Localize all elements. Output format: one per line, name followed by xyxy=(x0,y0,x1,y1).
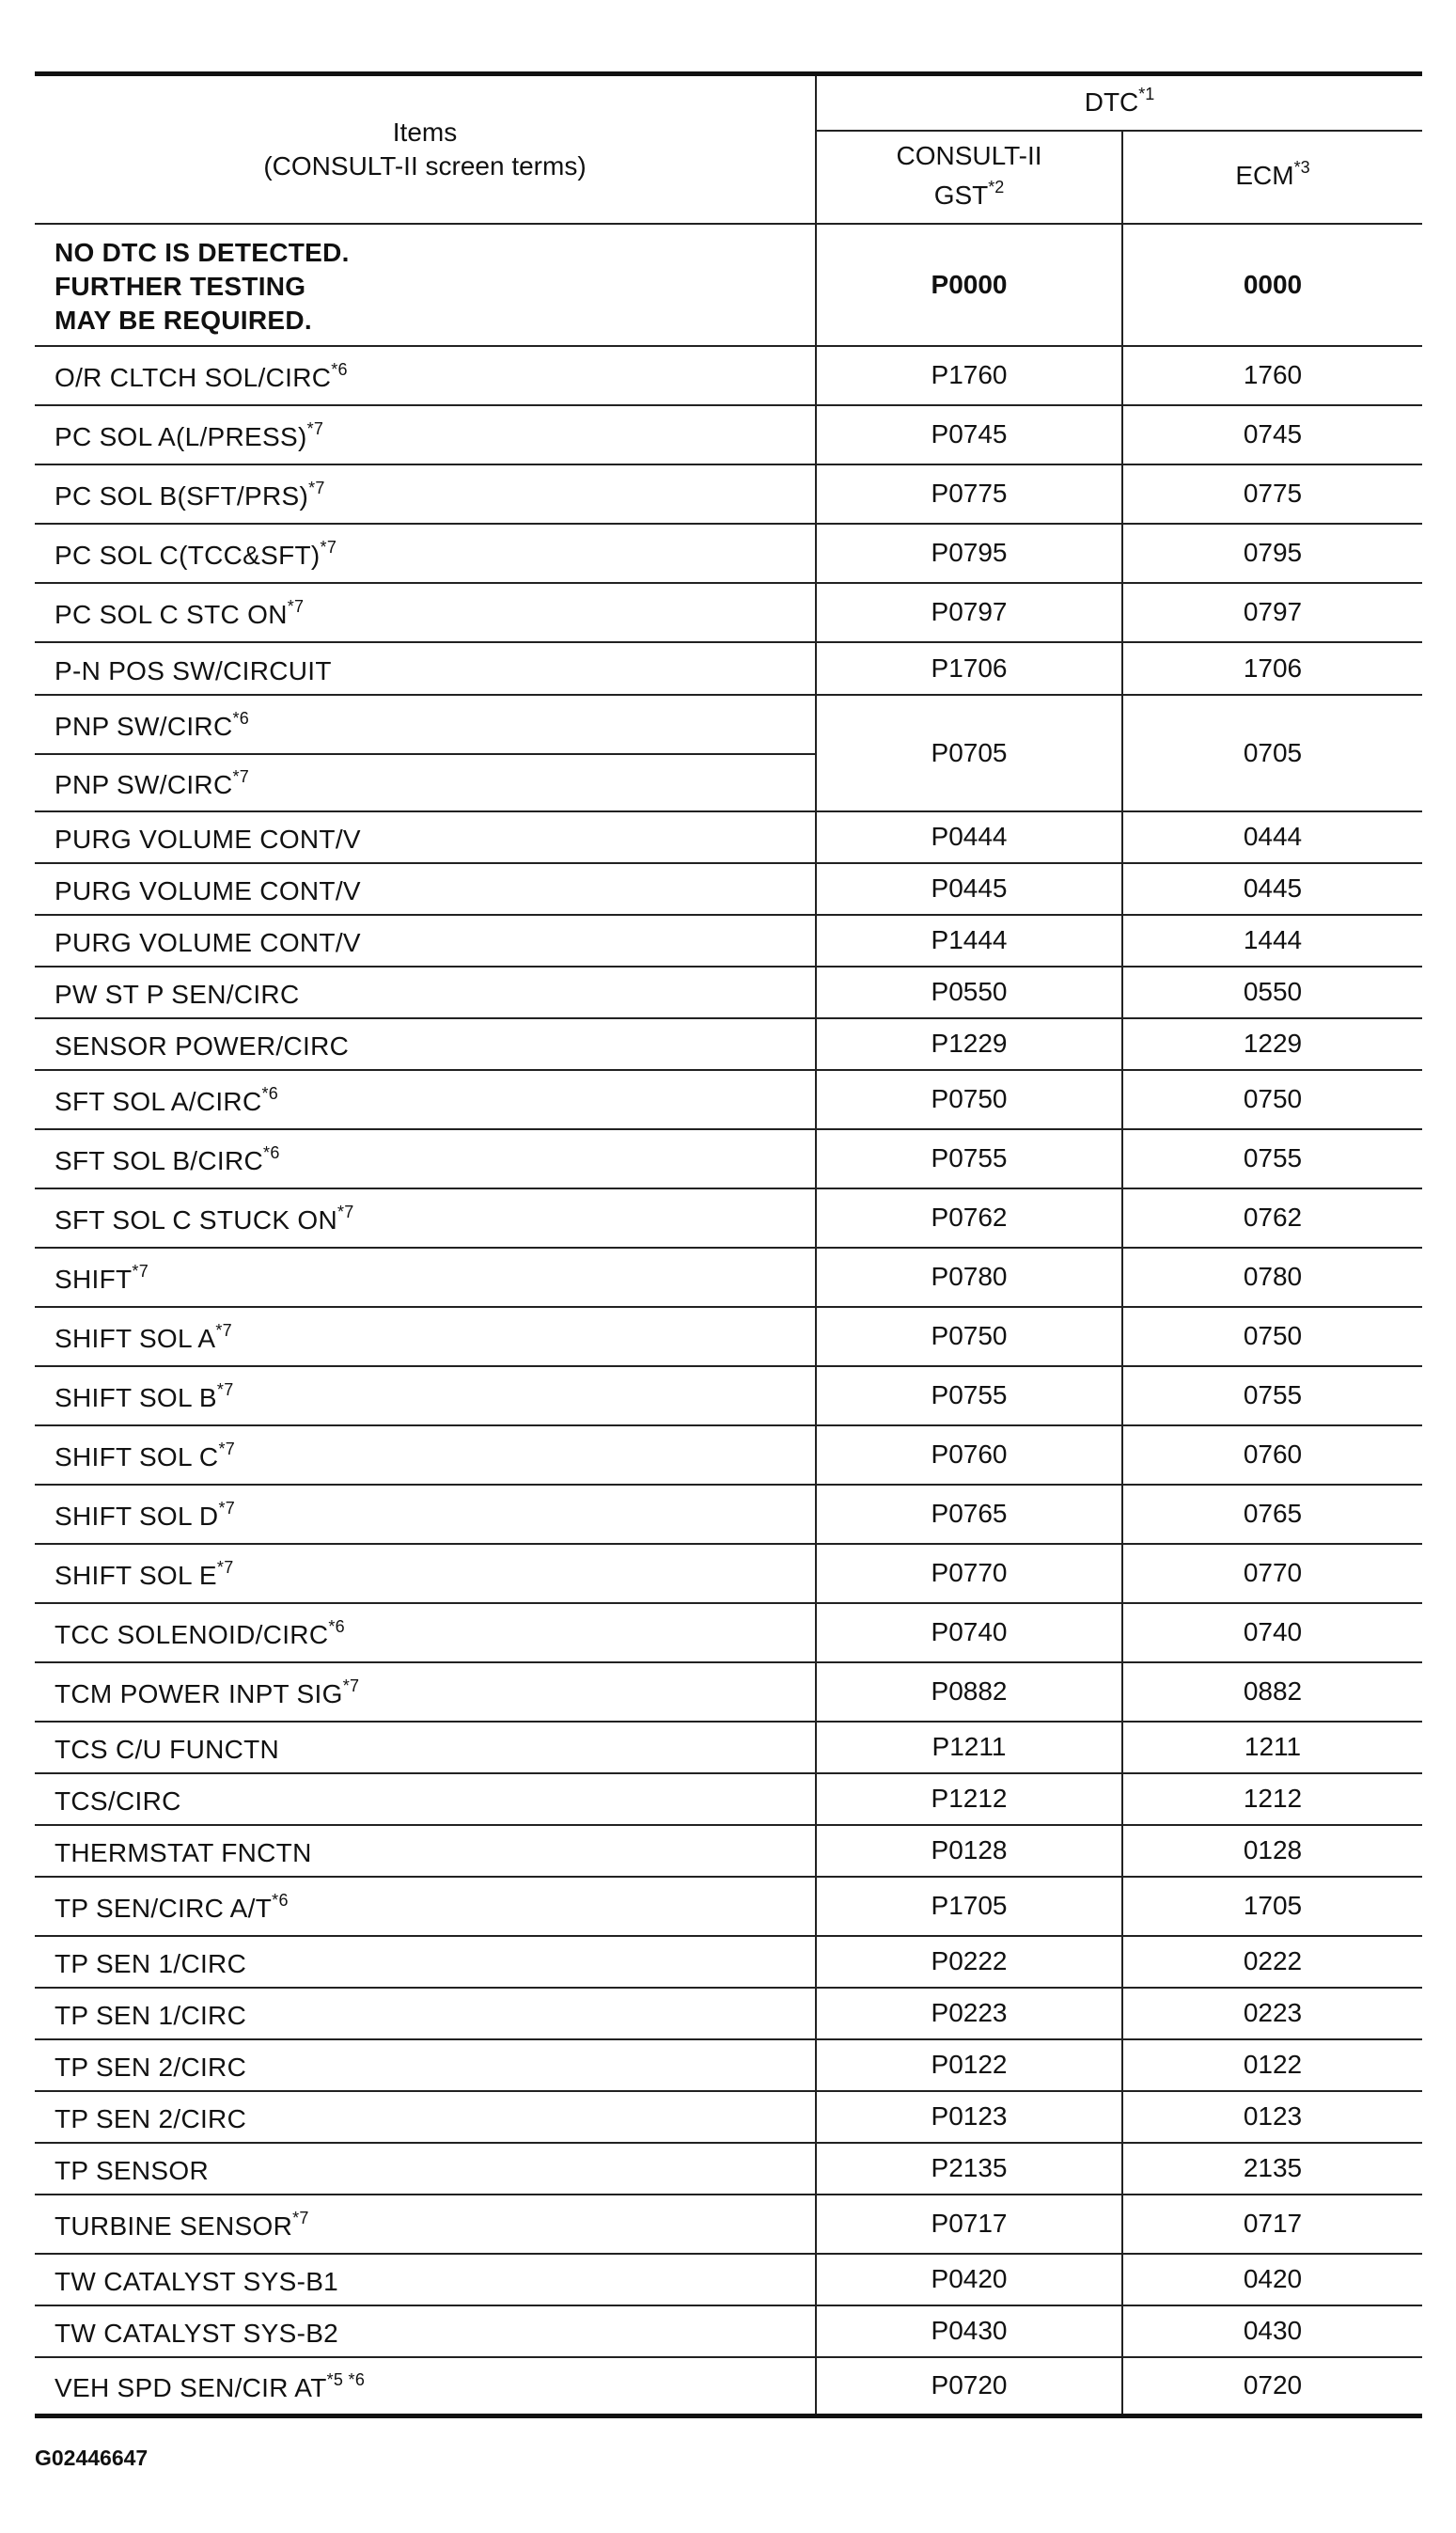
no-dtc-consult-code: P0000 xyxy=(816,224,1122,346)
table-header xyxy=(35,74,1422,224)
item-cell xyxy=(35,346,816,405)
ecm-code-cell: 0775 xyxy=(1122,464,1422,524)
item-footnote: *6 xyxy=(261,1084,279,1103)
item-label: TP SEN 2/CIRC xyxy=(55,2053,247,2082)
item-label: TP SEN 2/CIRC xyxy=(55,2104,247,2133)
table-row xyxy=(35,2195,1422,2254)
table-row xyxy=(35,2254,1422,2305)
item-cell xyxy=(35,1366,816,1425)
table-row xyxy=(35,1988,1422,2039)
item-label: TCM POWER INPT SIG xyxy=(55,1679,343,1708)
item-cell xyxy=(35,1825,816,1877)
consult-code-cell: P0780 xyxy=(816,1248,1122,1307)
item-label: TP SENSOR xyxy=(55,2156,210,2185)
item-label: PURG VOLUME CONT/V xyxy=(55,928,361,957)
ecm-code-cell: 0760 xyxy=(1122,1425,1422,1485)
ecm-code-cell: 0550 xyxy=(1122,967,1422,1018)
item-footnote: *6 xyxy=(263,1143,280,1162)
item-cell xyxy=(35,1877,816,1936)
item-footnote: *5 *6 xyxy=(326,2370,366,2390)
ecm-code-cell: 0797 xyxy=(1122,583,1422,642)
table-row xyxy=(35,1070,1422,1129)
table-row xyxy=(35,1366,1422,1425)
item-label: THERMSTAT FNCTN xyxy=(55,1838,312,1867)
item-label: TW CATALYST SYS-B2 xyxy=(55,2319,339,2348)
table-row xyxy=(35,1307,1422,1366)
pnp-item-label-2: PNP SW/CIRC xyxy=(55,770,233,799)
item-cell xyxy=(35,2091,816,2143)
item-footnote: *7 xyxy=(292,2209,309,2227)
item-footnote: *7 xyxy=(306,419,324,438)
no-dtc-row xyxy=(35,224,1422,346)
table-row xyxy=(35,1825,1422,1877)
item-cell xyxy=(35,811,816,863)
consult-code-cell: P0745 xyxy=(816,405,1122,464)
consult-code-cell: P0740 xyxy=(816,1603,1122,1662)
item-label: TW CATALYST SYS-B1 xyxy=(55,2267,339,2296)
ecm-code-cell: 0740 xyxy=(1122,1603,1422,1662)
item-label: P-N POS SW/CIRCUIT xyxy=(55,655,332,685)
ecm-code-cell: 0745 xyxy=(1122,405,1422,464)
table-body xyxy=(35,224,1422,2416)
consult-code-cell: P0755 xyxy=(816,1129,1122,1188)
item-label: PC SOL A(L/PRESS) xyxy=(55,422,307,451)
item-cell xyxy=(35,583,816,642)
table-row xyxy=(35,2357,1422,2416)
item-cell xyxy=(35,405,816,464)
pnp-item-footnote-1: *6 xyxy=(232,709,250,728)
item-footnote: *7 xyxy=(215,1321,232,1340)
table-row xyxy=(35,464,1422,524)
ecm-code-cell: 0765 xyxy=(1122,1485,1422,1544)
item-cell xyxy=(35,1425,816,1485)
consult-code-cell: P1212 xyxy=(816,1773,1122,1825)
ecm-code-cell: 1706 xyxy=(1122,642,1422,695)
consult-code-cell: P0420 xyxy=(816,2254,1122,2305)
item-cell xyxy=(35,915,816,967)
ecm-code-cell: 0780 xyxy=(1122,1248,1422,1307)
consult-code-cell: P0750 xyxy=(816,1307,1122,1366)
item-footnote: *7 xyxy=(132,1262,149,1281)
pnp-item-cell-1 xyxy=(35,695,816,754)
table-row xyxy=(35,524,1422,583)
consult-code-cell: P1706 xyxy=(816,642,1122,695)
ecm-code-cell: 0750 xyxy=(1122,1070,1422,1129)
ecm-code-cell: 1229 xyxy=(1122,1018,1422,1070)
consult-code-cell: P0762 xyxy=(816,1188,1122,1248)
table-row xyxy=(35,1544,1422,1603)
table-row xyxy=(35,1188,1422,1248)
item-label: SENSOR POWER/CIRC xyxy=(55,1031,350,1061)
ecm-code-cell: 1444 xyxy=(1122,915,1422,967)
dtc-table xyxy=(35,71,1422,2418)
item-cell xyxy=(35,524,816,583)
table-row xyxy=(35,1662,1422,1722)
consult-code-cell: P0222 xyxy=(816,1936,1122,1988)
item-footnote: *7 xyxy=(218,1440,236,1458)
table-row xyxy=(35,863,1422,915)
item-label: TURBINE SENSOR xyxy=(55,2211,293,2241)
table-row xyxy=(35,346,1422,405)
item-label: SHIFT SOL B xyxy=(55,1383,217,1412)
item-footnote: *7 xyxy=(342,1676,360,1695)
dtc-header-label: DTC xyxy=(1084,87,1139,118)
consult-code-cell: P0755 xyxy=(816,1366,1122,1425)
table-row xyxy=(35,1936,1422,1988)
table-row xyxy=(35,2091,1422,2143)
item-footnote: *7 xyxy=(216,1380,234,1399)
ecm-column-header xyxy=(1122,131,1422,224)
item-cell xyxy=(35,1988,816,2039)
item-cell xyxy=(35,1936,816,1988)
table-row xyxy=(35,915,1422,967)
item-cell xyxy=(35,2143,816,2195)
item-cell xyxy=(35,863,816,915)
item-footnote: *7 xyxy=(337,1203,354,1221)
no-dtc-line1: NO DTC IS DETECTED. xyxy=(55,237,350,267)
consult-code-cell: P1760 xyxy=(816,346,1122,405)
no-dtc-item-cell xyxy=(35,224,816,346)
pnp-item-footnote-2: *7 xyxy=(232,767,250,786)
header-row-1 xyxy=(35,74,1422,131)
table-row xyxy=(35,967,1422,1018)
pnp-row-1 xyxy=(35,695,1422,754)
table-row xyxy=(35,1877,1422,1936)
table-row xyxy=(35,405,1422,464)
ecm-code-cell: 0223 xyxy=(1122,1988,1422,2039)
item-cell xyxy=(35,2195,816,2254)
ecm-code-cell: 0755 xyxy=(1122,1129,1422,1188)
item-cell xyxy=(35,1722,816,1773)
ecm-code-cell: 0122 xyxy=(1122,2039,1422,2091)
ecm-code-cell: 0430 xyxy=(1122,2305,1422,2357)
item-cell xyxy=(35,642,816,695)
item-cell xyxy=(35,1070,816,1129)
consult-code-cell: P0775 xyxy=(816,464,1122,524)
consult-code-cell: P0717 xyxy=(816,2195,1122,2254)
item-label: TCC SOLENOID/CIRC xyxy=(55,1620,329,1649)
ecm-header-label: ECM xyxy=(1235,160,1294,190)
item-cell xyxy=(35,1018,816,1070)
consult-code-cell: P1444 xyxy=(816,915,1122,967)
ecm-code-cell: 0770 xyxy=(1122,1544,1422,1603)
item-label: PURG VOLUME CONT/V xyxy=(55,876,361,905)
ecm-code-cell: 0717 xyxy=(1122,2195,1422,2254)
ecm-code-cell: 0762 xyxy=(1122,1188,1422,1248)
item-cell xyxy=(35,1129,816,1188)
ecm-code-cell: 2135 xyxy=(1122,2143,1422,2195)
item-label: TP SEN/CIRC A/T xyxy=(55,1894,273,1923)
item-label: SFT SOL C STUCK ON xyxy=(55,1205,337,1235)
item-label: TP SEN 1/CIRC xyxy=(55,1949,247,1978)
consult-code-cell: P0430 xyxy=(816,2305,1122,2357)
consult-code-cell: P1229 xyxy=(816,1018,1122,1070)
item-cell xyxy=(35,2305,816,2357)
consult-code-cell: P0760 xyxy=(816,1425,1122,1485)
no-dtc-line3: MAY BE REQUIRED. xyxy=(55,305,312,335)
pnp-item-label-1: PNP SW/CIRC xyxy=(55,712,233,741)
item-label: PURG VOLUME CONT/V xyxy=(55,825,361,854)
table-row xyxy=(35,1129,1422,1188)
table-row xyxy=(35,1485,1422,1544)
item-label: SHIFT SOL E xyxy=(55,1561,217,1590)
item-label: SHIFT SOL D xyxy=(55,1502,219,1531)
item-label: VEH SPD SEN/CIR AT xyxy=(55,2373,327,2403)
table-row xyxy=(35,811,1422,863)
item-label: TCS C/U FUNCTN xyxy=(55,1735,280,1764)
ecm-code-cell: 0445 xyxy=(1122,863,1422,915)
consult-code-cell: P0720 xyxy=(816,2357,1122,2416)
no-dtc-ecm-code: 0000 xyxy=(1122,224,1422,346)
item-cell xyxy=(35,1485,816,1544)
ecm-code-cell: 0420 xyxy=(1122,2254,1422,2305)
item-footnote: *6 xyxy=(331,360,348,379)
item-footnote: *7 xyxy=(216,1558,234,1577)
item-label: SHIFT xyxy=(55,1265,133,1294)
table-row xyxy=(35,1248,1422,1307)
dtc-column-header xyxy=(816,74,1422,131)
ecm-code-cell: 0755 xyxy=(1122,1366,1422,1425)
item-cell xyxy=(35,1307,816,1366)
table-row xyxy=(35,2305,1422,2357)
ecm-code-cell: 1211 xyxy=(1122,1722,1422,1773)
consult-header-note: *2 xyxy=(988,177,1005,197)
table-row xyxy=(35,2143,1422,2195)
item-cell xyxy=(35,1248,816,1307)
pnp-consult-code-cell: P0705 xyxy=(816,695,1122,811)
ecm-code-cell: 0882 xyxy=(1122,1662,1422,1722)
consult-code-cell: P0770 xyxy=(816,1544,1122,1603)
item-cell xyxy=(35,2254,816,2305)
consult-code-cell: P1705 xyxy=(816,1877,1122,1936)
items-header-title: Items xyxy=(392,117,458,147)
consult-code-cell: P0128 xyxy=(816,1825,1122,1877)
item-cell xyxy=(35,1773,816,1825)
dtc-header-note: *1 xyxy=(1138,85,1155,104)
ecm-code-cell: 1760 xyxy=(1122,346,1422,405)
item-label: O/R CLTCH SOL/CIRC xyxy=(55,363,332,392)
item-cell xyxy=(35,2039,816,2091)
item-footnote: *6 xyxy=(272,1891,289,1910)
ecm-code-cell: 0795 xyxy=(1122,524,1422,583)
table-row xyxy=(35,642,1422,695)
ecm-code-cell: 0750 xyxy=(1122,1307,1422,1366)
no-dtc-line2: FURTHER TESTING xyxy=(55,271,306,301)
item-footnote: *7 xyxy=(218,1499,236,1518)
item-label: SHIFT SOL A xyxy=(55,1324,216,1353)
pnp-item-cell-2 xyxy=(35,754,816,811)
item-cell xyxy=(35,967,816,1018)
ecm-code-cell: 1212 xyxy=(1122,1773,1422,1825)
item-cell xyxy=(35,1188,816,1248)
table-row xyxy=(35,1773,1422,1825)
item-label: SFT SOL B/CIRC xyxy=(55,1146,264,1175)
consult-code-cell: P0123 xyxy=(816,2091,1122,2143)
items-header-subtitle: (CONSULT-II screen terms) xyxy=(263,150,587,181)
figure-id-label: G02446647 xyxy=(35,2446,149,2470)
consult-code-cell: P0223 xyxy=(816,1988,1122,2039)
item-label: PC SOL C(TCC&SFT) xyxy=(55,541,321,570)
item-label: TP SEN 1/CIRC xyxy=(55,2001,247,2030)
ecm-code-cell: 0123 xyxy=(1122,2091,1422,2143)
consult-code-cell: P0765 xyxy=(816,1485,1122,1544)
item-label: PC SOL C STC ON xyxy=(55,600,288,629)
item-footnote: *6 xyxy=(328,1617,345,1636)
pnp-ecm-code-cell: 0705 xyxy=(1122,695,1422,811)
item-cell xyxy=(35,1603,816,1662)
item-label: PW ST P SEN/CIRC xyxy=(55,980,300,1009)
consult-code-cell: P0750 xyxy=(816,1070,1122,1129)
table-row xyxy=(35,1018,1422,1070)
items-column-header xyxy=(35,74,816,224)
item-footnote: *7 xyxy=(320,538,337,557)
consult-header-line1: CONSULT-II xyxy=(896,140,1042,170)
consult-code-cell: P0795 xyxy=(816,524,1122,583)
ecm-code-cell: 0444 xyxy=(1122,811,1422,863)
table-row xyxy=(35,1722,1422,1773)
ecm-header-note: *3 xyxy=(1293,157,1310,177)
table-row xyxy=(35,1425,1422,1485)
consult-column-header xyxy=(816,131,1122,224)
item-cell xyxy=(35,1662,816,1722)
consult-code-cell: P2135 xyxy=(816,2143,1122,2195)
consult-code-cell: P0444 xyxy=(816,811,1122,863)
item-footnote: *7 xyxy=(287,597,305,616)
item-cell xyxy=(35,464,816,524)
ecm-code-cell: 1705 xyxy=(1122,1877,1422,1936)
item-cell xyxy=(35,1544,816,1603)
ecm-code-cell: 0222 xyxy=(1122,1936,1422,1988)
item-label: TCS/CIRC xyxy=(55,1786,181,1816)
item-label: PC SOL B(SFT/PRS) xyxy=(55,481,309,511)
item-label: SFT SOL A/CIRC xyxy=(55,1087,262,1116)
consult-code-cell: P0797 xyxy=(816,583,1122,642)
item-footnote: *7 xyxy=(308,479,325,497)
ecm-code-cell: 0128 xyxy=(1122,1825,1422,1877)
table-row xyxy=(35,2039,1422,2091)
consult-code-cell: P0550 xyxy=(816,967,1122,1018)
consult-code-cell: P0445 xyxy=(816,863,1122,915)
consult-header-line2: GST xyxy=(933,180,989,210)
ecm-code-cell: 0720 xyxy=(1122,2357,1422,2416)
table-row xyxy=(35,583,1422,642)
table-row xyxy=(35,1603,1422,1662)
consult-code-cell: P0882 xyxy=(816,1662,1122,1722)
consult-code-cell: P1211 xyxy=(816,1722,1122,1773)
item-label: SHIFT SOL C xyxy=(55,1442,219,1471)
consult-code-cell: P0122 xyxy=(816,2039,1122,2091)
item-cell xyxy=(35,2357,816,2416)
